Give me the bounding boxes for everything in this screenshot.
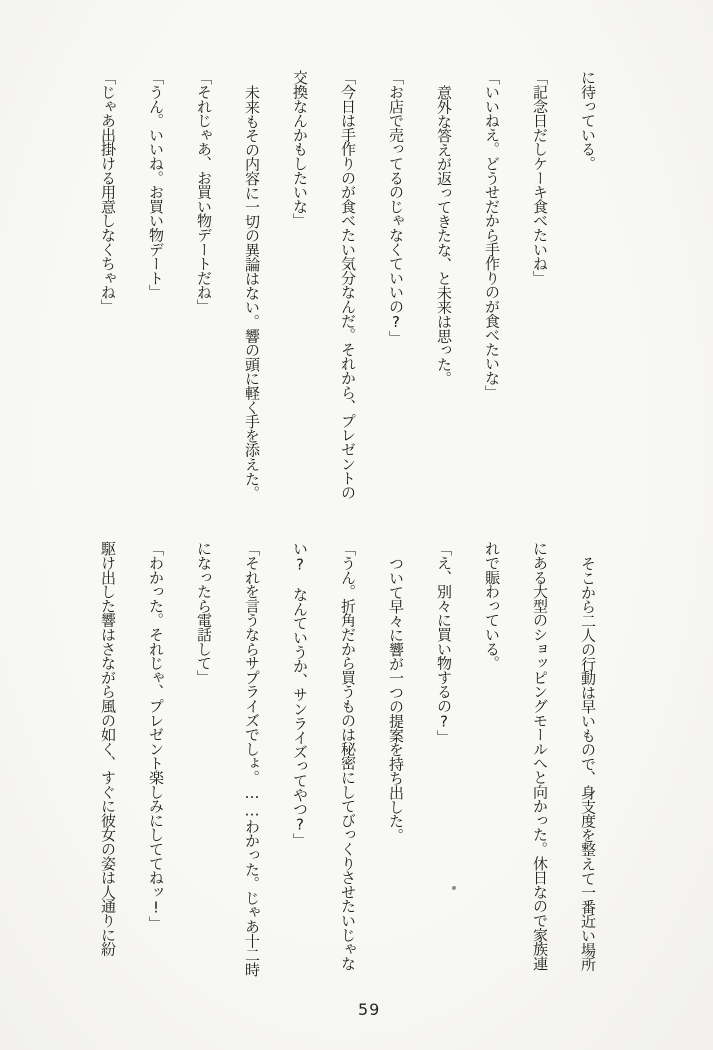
text-line: 「記念日だしケーキ食べたいね」 <box>531 70 549 285</box>
text-block-top <box>84 70 612 540</box>
text-line: 「じゃあ出掛ける用意しなくちゃね」 <box>99 70 117 314</box>
text-line: そこから二人の行動は早いもので、身支度を整えて一番近い場所 <box>579 556 597 971</box>
text-line: になったら電話して」 <box>195 541 213 685</box>
text-line: 「うん。いいね。お買い物デート」 <box>147 70 165 299</box>
text-line: い? なんていうか、サンライズってやつ?」 <box>291 541 309 848</box>
text-line: 駆け出した響はさながら風の如く、すぐに彼女の姿は人通りに紛 <box>99 541 117 956</box>
text-line: 「え、別々に買い物するの?」 <box>435 541 453 745</box>
text-line: 「うん。折角だから買うものは秘密にしてびっくりさせたいじゃな <box>339 541 357 971</box>
text-line: れで賑わっている。 <box>483 541 501 670</box>
text-line: 「それじゃあ、お買い物デートだね」 <box>195 70 213 314</box>
text-line: 「それを言うならサプライズでしょ。……わかった。じゃあ十二時 <box>243 541 261 977</box>
text-line: に待っている。 <box>579 70 597 171</box>
text-line: 「わかった。それじゃ、プレゼント楽しみにしててねッ!」 <box>147 541 165 931</box>
text-line: にある大型のショッピングモールへと向かった。休日なので家族連 <box>531 541 549 971</box>
page-number: 59 <box>358 1000 381 1019</box>
text-line: 意外な答えが返ってきたな、と未来は思った。 <box>435 85 453 386</box>
text-line: 未来もその内容に一切の異論はない。響の頭に軽く手を添えた。 <box>243 85 261 500</box>
text-line: 「いいねえ。どうせだから手作りのが食べたいな」 <box>483 70 501 399</box>
text-block-bottom <box>84 541 612 986</box>
text-line: 交換なんかもしたいな」 <box>291 70 309 228</box>
text-line: ついて早々に響が一つの提案を持ち出した。 <box>387 556 405 843</box>
text-line: 「今日は手作りのが食べたい気分なんだ。それから、プレゼントの <box>339 70 357 500</box>
text-line: 「お店で売ってるのじゃなくていいの?」 <box>387 70 405 345</box>
